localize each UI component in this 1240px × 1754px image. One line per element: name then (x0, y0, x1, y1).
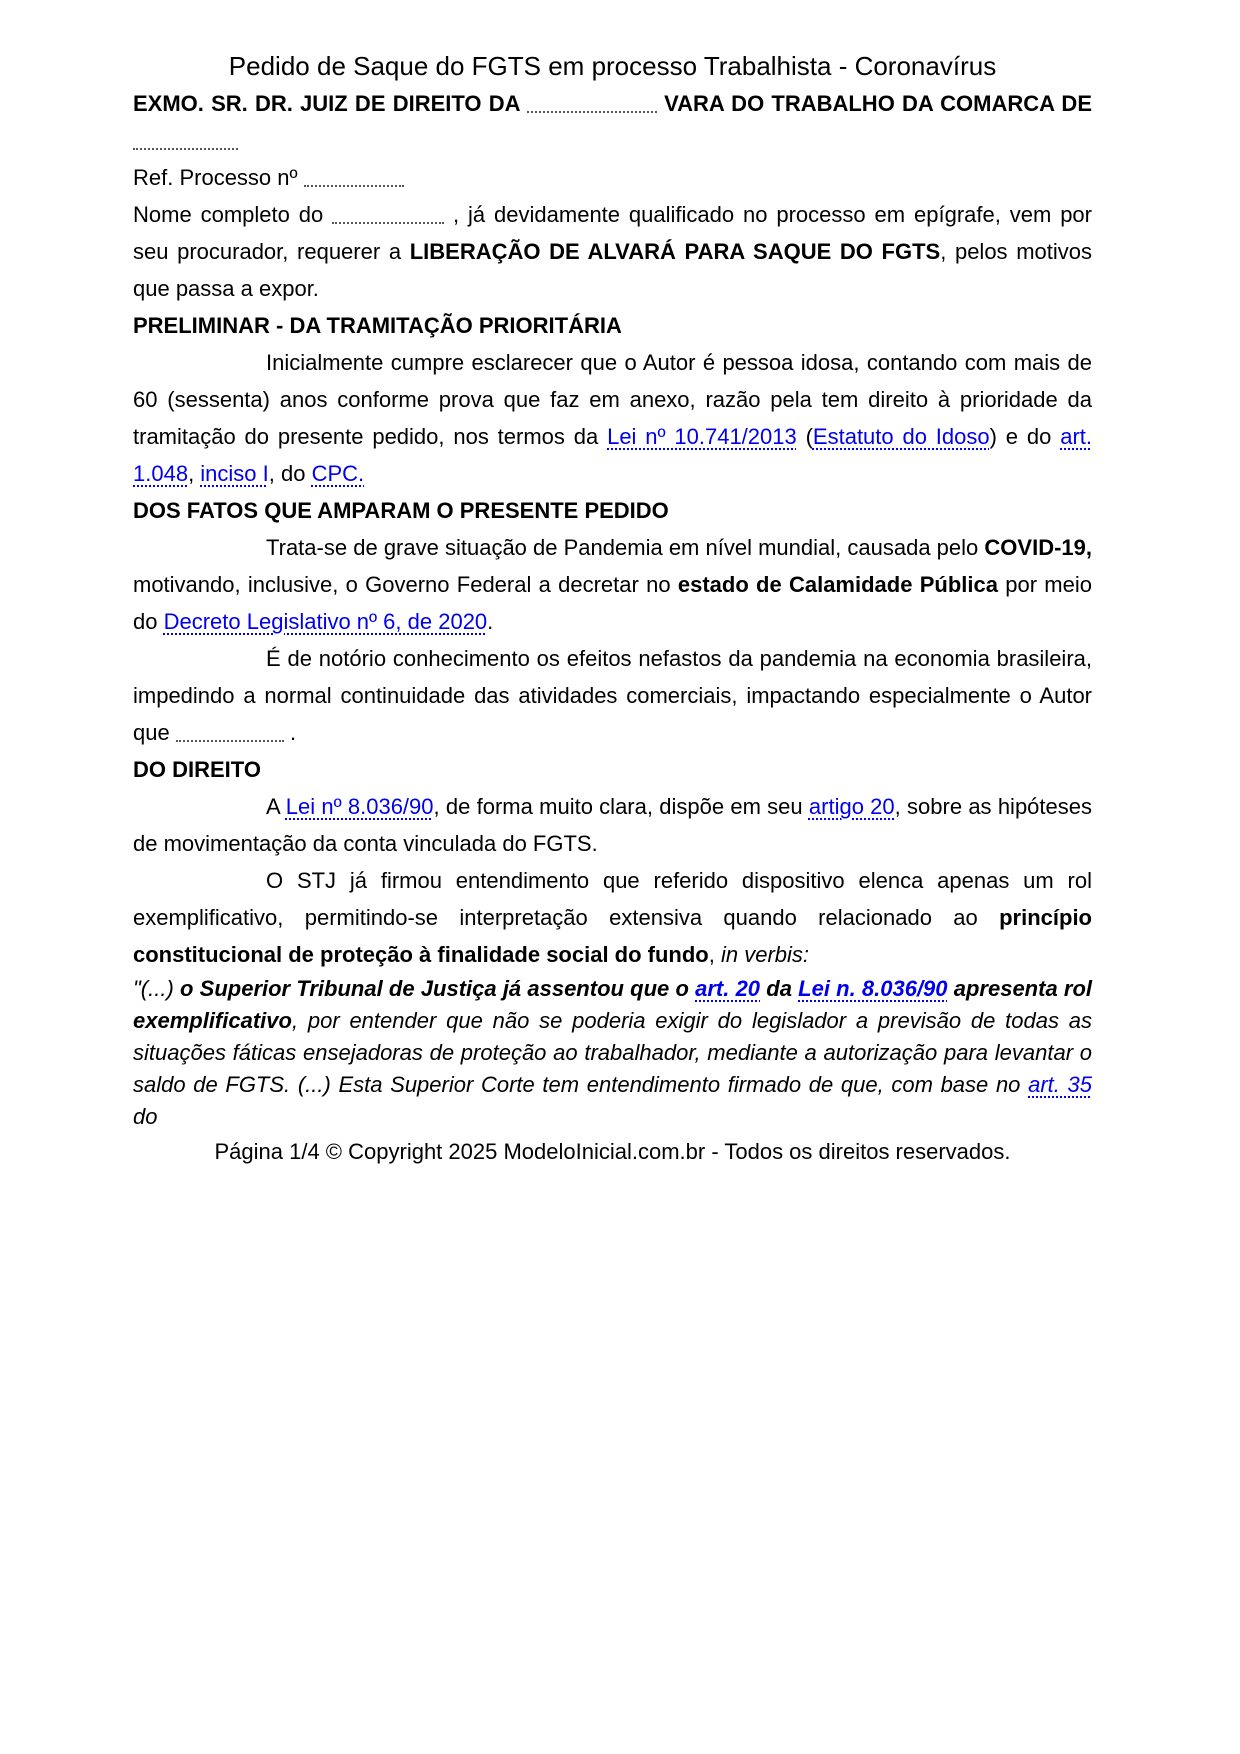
legal-reference-link[interactable]: Lei nº 8.036/90 (285, 794, 434, 819)
text-run: . (283, 720, 297, 745)
text-run: , já devidamente qualificado no processo em epígrafe, vem por seu procurador, requerer a (133, 202, 1092, 264)
court-addressing-line (133, 85, 1092, 122)
document-title: Pedido de Saque do FGTS em processo Trabalhista - Coronavírus (228, 51, 997, 81)
qualification-paragraph (133, 196, 1092, 307)
text-run: , de forma muito clara, dispõe em seu (433, 794, 809, 819)
text-run: , por entender que não se poderia exigir do legislador a previsão de todas as situações fáticas ensejadoras de proteção ao trabalhador, mediante a autorização para levantar o saldo de FGTS. (...) Esta Superior Corte tem entendimento firmado de que, com base no (133, 1008, 1092, 1097)
case-law-quote (133, 973, 1092, 1133)
text-run: Inicialmente cumpre esclarecer que o Autor é pessoa idosa, contando com mais de 60 (sessenta) anos conforme prova que faz em anexo, razão pela tem direito à prioridade da tramitação do presente pedido, nos termos da (133, 350, 1092, 449)
legal-reference-link[interactable]: Estatuto do Idoso (812, 424, 990, 449)
text-run: por meio do (133, 572, 1092, 634)
text-run: O STJ já firmou entendimento que referido dispositivo elenca apenas um rol exemplificativo, permitindo-se interpretação extensiva quando relacionado ao (133, 868, 1092, 930)
legal-reference-link[interactable]: art. 35 (1028, 1072, 1092, 1097)
blank-field (304, 171, 404, 187)
paragraph-stj-understanding (133, 862, 1092, 973)
text-run: princípio constitucional de proteção à finalidade social do fundo (133, 905, 1092, 967)
text-run: da (760, 976, 799, 1001)
text-run: , pelos motivos que passa a expor. (133, 239, 1092, 301)
text-run: VARA DO TRABALHO DA COMARCA DE (656, 91, 1092, 116)
text-run: estado de Calamidade Pública (677, 572, 998, 597)
blank-field (176, 726, 284, 742)
process-reference-line (133, 159, 1092, 196)
text-run: apresenta rol exemplificativo (133, 976, 1092, 1033)
legal-reference-link[interactable]: inciso I (200, 461, 269, 486)
legal-reference-link[interactable]: Decreto Legislativo nº 6, de 2020 (163, 609, 488, 634)
blank-field (527, 97, 657, 113)
legal-reference-link[interactable]: artigo 20 (808, 794, 895, 819)
text-run: o Superior Tribunal de Justiça já assentou que o (180, 976, 696, 1001)
legal-reference-link[interactable]: CPC. (311, 461, 365, 486)
paragraph-economic-impact (133, 640, 1092, 751)
text-run: COVID-19, (984, 535, 1092, 560)
blank-field (133, 134, 238, 150)
legal-reference-link[interactable]: art. 1.048 (133, 424, 1092, 486)
text-run: LIBERAÇÃO DE ALVARÁ PARA SAQUE DO FGTS (409, 239, 941, 264)
paragraph-priority-claim (133, 344, 1092, 492)
text-run: ( (796, 424, 813, 449)
paragraph-pandemic (133, 529, 1092, 640)
section-heading-preliminar: PRELIMINAR - DA TRAMITAÇÃO PRIORITÁRIA (133, 313, 622, 338)
paragraph-law-8036 (133, 788, 1092, 862)
text-run: in verbis: (720, 942, 810, 967)
text-run: Nome completo do (133, 202, 333, 227)
blank-field (332, 208, 444, 224)
section-heading-direito: DO DIREITO (133, 757, 261, 782)
text-run: EXMO. SR. DR. JUIZ DE DIREITO DA (133, 91, 527, 116)
legal-reference-link[interactable]: art. 20 (695, 976, 761, 1001)
text-run: , (708, 942, 721, 967)
legal-reference-link[interactable]: Lei n. 8.036/90 (798, 976, 948, 1001)
text-run: ) e do (989, 424, 1061, 449)
comarca-blank-line (133, 122, 1092, 159)
page-footer: Página 1/4 © Copyright 2025 ModeloInicial.com.br - Todos os direitos reservados. (214, 1139, 1011, 1164)
text-run: motivando, inclusive, o Governo Federal a decretar no (133, 572, 678, 597)
text-run: Trata-se de grave situação de Pandemia em nível mundial, causada pelo (266, 535, 985, 560)
text-run: "(...) (133, 976, 181, 1001)
text-run: do (133, 1104, 158, 1129)
legal-reference-link[interactable]: Lei nº 10.741/2013 (607, 424, 797, 449)
text-run: É de notório conhecimento os efeitos nefastos da pandemia na economia brasileira, impedindo a normal continuidade das atividades comerciais, impactando especialmente o Autor que (133, 646, 1092, 745)
text-run: . (487, 609, 494, 634)
text-run: , sobre as hipóteses de movimentação da conta vinculada do FGTS. (133, 794, 1092, 856)
text-run: , do (268, 461, 312, 486)
section-heading-fatos: DOS FATOS QUE AMPARAM O PRESENTE PEDIDO (133, 498, 669, 523)
text-run: Ref. Processo nº (133, 165, 304, 190)
text-run: , (188, 461, 201, 486)
text-run: A (266, 794, 286, 819)
